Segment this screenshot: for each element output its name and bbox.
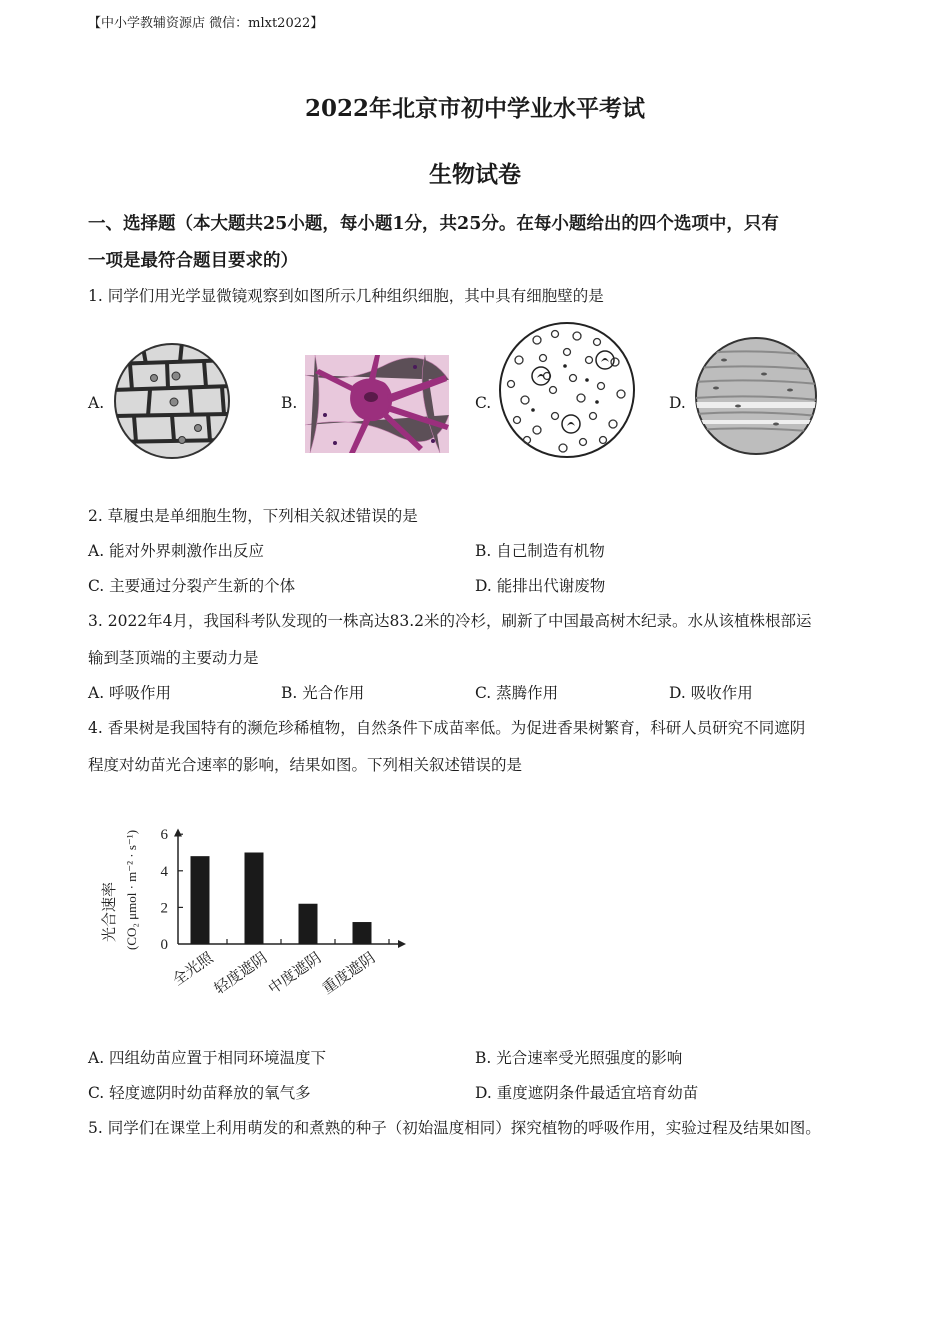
y-tick-label: 6: [160, 827, 168, 844]
q1-label-c: C.: [475, 394, 492, 412]
q5-stem: 5. 同学们在课堂上利用萌发的和煮熟的种子（初始温度相同）探究植物的呼吸作用，实验过程及结果如图。: [88, 1119, 821, 1137]
neuron-image: [305, 355, 449, 453]
muscle-tissue-image: [694, 336, 818, 456]
onion-epidermis-image: [112, 342, 232, 460]
q2-option-c[interactable]: C. 主要通过分裂产生新的个体: [88, 577, 296, 595]
y-tick-label: 0: [160, 937, 168, 953]
x-tick-label: 重度遮阴: [319, 950, 379, 998]
q4-stem-line1: 4. 香果树是我国特有的濒危珍稀植物，自然条件下成苗率低。为促进香果树繁育，科研人员研究不同遮阴: [88, 719, 806, 737]
q4-option-c[interactable]: C. 轻度遮阴时幼苗释放的氧气多: [88, 1084, 311, 1102]
y-tick-label: 2: [160, 900, 168, 917]
x-axis-arrow: [398, 940, 406, 948]
y-axis-unit: (CO₂ μmol · m⁻² · s⁻¹): [124, 829, 139, 951]
bar: [353, 922, 372, 944]
q3-option-b[interactable]: B. 光合作用: [281, 684, 365, 702]
x-tick-label: 中度遮阴: [265, 950, 325, 998]
q1-label-a: A.: [88, 394, 105, 412]
y-axis-arrow: [174, 829, 182, 837]
paper-title: 生物试卷: [429, 161, 521, 188]
q4-option-d[interactable]: D. 重度遮阴条件最适宜培育幼苗: [475, 1084, 699, 1102]
q2-option-d[interactable]: D. 能排出代谢废物: [475, 577, 606, 595]
q3-option-d[interactable]: D. 吸收作用: [669, 684, 753, 702]
q2-option-a[interactable]: A. 能对外界刺激作出反应: [88, 542, 265, 560]
shading-photosynthesis-chart: [92, 792, 422, 1022]
bar: [191, 856, 210, 944]
q1-stem: 1. 同学们用光学显微镜观察到如图所示几种组织细胞，其中具有细胞壁的是: [88, 287, 604, 305]
q3-stem-line1: 3. 2022年4月，我国科考队发现的一株高达83.2米的冷杉，刷新了中国最高树木纪录。水从该植株根部运: [88, 612, 812, 630]
bar: [245, 853, 264, 945]
section-heading-line1: 一、选择题（本大题共25小题，每小题1分，共25分。在每小题给出的四个选项中，只有: [88, 214, 779, 234]
q2-stem: 2. 草履虫是单细胞生物，下列相关叙述错误的是: [88, 507, 418, 525]
q3-stem-line2: 输到茎顶端的主要动力是: [88, 649, 259, 667]
section-heading-line2: 一项是最符合题目要求的）: [88, 251, 298, 271]
q1-label-d: D.: [669, 394, 686, 412]
y-axis-title: 光合速率: [102, 881, 118, 943]
q4-stem-line2: 程度对幼苗光合速率的影响，结果如图。下列相关叙述错误的是: [88, 756, 523, 774]
header-note: 【中小学教辅资源店 微信：mlxt2022】: [88, 16, 324, 31]
x-tick-label: 轻度遮阴: [211, 950, 271, 998]
y-tick-label: 4: [160, 863, 168, 880]
q3-option-c[interactable]: C. 蒸腾作用: [475, 684, 559, 702]
q1-label-b: B.: [281, 394, 298, 412]
q4-option-a[interactable]: A. 四组幼苗应置于相同环境温度下: [88, 1049, 327, 1067]
q2-option-b[interactable]: B. 自己制造有机物: [475, 542, 605, 560]
q4-option-b[interactable]: B. 光合速率受光照强度的影响: [475, 1049, 683, 1067]
exam-title: 2022年北京市初中学业水平考试: [304, 95, 645, 122]
x-tick-label: 全光照: [170, 950, 217, 990]
blood-cells-image: [497, 320, 637, 460]
q3-option-a[interactable]: A. 呼吸作用: [88, 684, 172, 702]
bar: [299, 904, 318, 944]
